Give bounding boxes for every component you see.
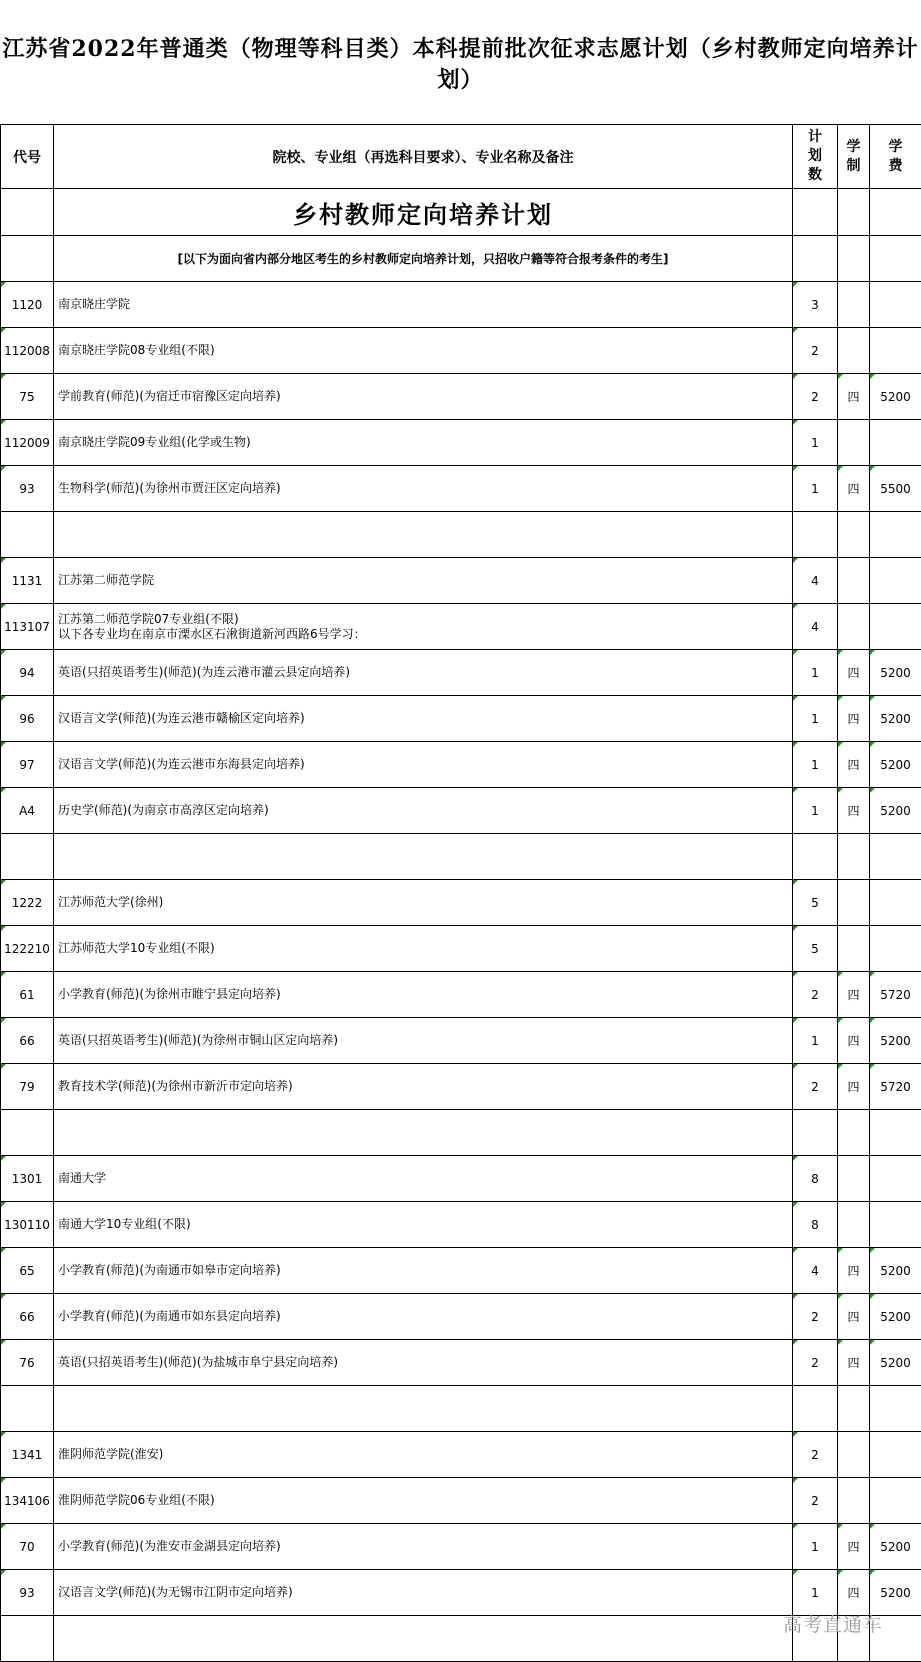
row-count: 5 xyxy=(793,926,838,972)
row-years xyxy=(838,328,870,374)
row-name-text: 英语(只招英语考生)(师范)(为盐城市阜宁县定向培养) xyxy=(58,1355,338,1369)
row-code: 112009 xyxy=(1,420,54,466)
row-code: 61 xyxy=(1,972,54,1018)
row-count xyxy=(793,1386,838,1432)
row-count: 1 xyxy=(793,742,838,788)
row-code xyxy=(1,512,54,558)
row-count: 8 xyxy=(793,1156,838,1202)
row-name-text: 淮阴师范学院(淮安) xyxy=(58,1447,163,1461)
row-years xyxy=(838,1110,870,1156)
row-count: 4 xyxy=(793,558,838,604)
row-code: 96 xyxy=(1,696,54,742)
table-row xyxy=(1,834,921,880)
row-years xyxy=(838,1478,870,1524)
row-name xyxy=(54,880,793,926)
row-name-text: 南京晓庄学院 xyxy=(58,297,130,311)
row-name xyxy=(54,374,793,420)
row-code xyxy=(1,1616,54,1662)
header-years: 学 制 xyxy=(838,125,870,189)
row-name xyxy=(54,282,793,328)
row-fee xyxy=(870,604,921,650)
row-code: 1222 xyxy=(1,880,54,926)
row-years: 四 xyxy=(838,742,870,788)
row-code: 122210 xyxy=(1,926,54,972)
row-fee xyxy=(870,512,921,558)
row-code xyxy=(1,1386,54,1432)
row-count: 1 xyxy=(793,696,838,742)
table-row xyxy=(1,650,921,696)
row-count: 1 xyxy=(793,650,838,696)
table-row xyxy=(1,1524,921,1570)
row-years xyxy=(838,558,870,604)
row-name-text: 江苏师范大学(徐州) xyxy=(58,895,163,909)
row-years: 四 xyxy=(838,972,870,1018)
row-years xyxy=(838,604,870,650)
row-code: 1131 xyxy=(1,558,54,604)
table-row xyxy=(1,1294,921,1340)
row-code: 112008 xyxy=(1,328,54,374)
row-count: 1 xyxy=(793,420,838,466)
notice-empty-cell xyxy=(838,236,870,282)
row-code: 113107 xyxy=(1,604,54,650)
row-code: 1341 xyxy=(1,1432,54,1478)
row-fee xyxy=(870,1202,921,1248)
table-row xyxy=(1,1478,921,1524)
row-code: 134106 xyxy=(1,1478,54,1524)
plan-table xyxy=(0,124,921,1662)
row-fee xyxy=(870,1156,921,1202)
row-code xyxy=(1,834,54,880)
row-years: 四 xyxy=(838,1294,870,1340)
row-code: 1301 xyxy=(1,1156,54,1202)
notice-row xyxy=(1,236,921,282)
row-name-text: 江苏师范大学10专业组(不限) xyxy=(58,941,215,955)
row-name xyxy=(54,1018,793,1064)
row-name xyxy=(54,1524,793,1570)
table-row xyxy=(1,1248,921,1294)
table-row xyxy=(1,374,921,420)
row-code: 76 xyxy=(1,1340,54,1386)
row-name-text: 学前教育(师范)(为宿迁市宿豫区定向培养) xyxy=(58,389,281,403)
row-name-text: 江苏第二师范学院 xyxy=(58,573,154,587)
table-row xyxy=(1,1386,921,1432)
row-fee xyxy=(870,1478,921,1524)
row-fee xyxy=(870,880,921,926)
row-code: 93 xyxy=(1,1570,54,1616)
row-code: 79 xyxy=(1,1064,54,1110)
row-name xyxy=(54,1432,793,1478)
table-row xyxy=(1,696,921,742)
section-title: 乡村教师定向培养计划 xyxy=(54,189,793,236)
row-fee: 5200 xyxy=(870,1570,921,1616)
row-years xyxy=(838,1386,870,1432)
row-fee xyxy=(870,1432,921,1478)
header-code: 代号 xyxy=(1,125,54,189)
row-name-text: 小学教育(师范)(为淮安市金湖县定向培养) xyxy=(58,1539,281,1553)
row-name-text: 英语(只招英语考生)(师范)(为徐州市铜山区定向培养) xyxy=(58,1033,338,1047)
table-row xyxy=(1,880,921,926)
row-fee: 5500 xyxy=(870,466,921,512)
row-name-text: 南通大学10专业组(不限) xyxy=(58,1217,191,1231)
row-fee xyxy=(870,834,921,880)
row-years: 四 xyxy=(838,374,870,420)
table-row xyxy=(1,512,921,558)
table-row xyxy=(1,604,921,650)
notice-code-cell xyxy=(1,236,54,282)
section-empty-cell xyxy=(838,189,870,236)
row-name-text: 汉语言文学(师范)(为连云港市赣榆区定向培养) xyxy=(58,711,305,725)
row-years: 四 xyxy=(838,1570,870,1616)
row-code: 75 xyxy=(1,374,54,420)
notice-empty-cell xyxy=(870,236,921,282)
row-fee xyxy=(870,926,921,972)
row-count: 3 xyxy=(793,282,838,328)
table-row xyxy=(1,328,921,374)
section-code-cell xyxy=(1,189,54,236)
row-count: 5 xyxy=(793,880,838,926)
row-code: 66 xyxy=(1,1018,54,1064)
row-name xyxy=(54,1064,793,1110)
row-fee xyxy=(870,282,921,328)
row-fee: 5200 xyxy=(870,1018,921,1064)
row-name-text: 汉语言文学(师范)(为无锡市江阴市定向培养) xyxy=(58,1585,293,1599)
section-row xyxy=(1,189,921,236)
row-name-text: 教育技术学(师范)(为徐州市新沂市定向培养) xyxy=(58,1079,293,1093)
row-years: 四 xyxy=(838,788,870,834)
row-name xyxy=(54,558,793,604)
row-name xyxy=(54,1156,793,1202)
row-name xyxy=(54,1294,793,1340)
row-fee: 5200 xyxy=(870,1248,921,1294)
row-fee xyxy=(870,1110,921,1156)
row-count: 1 xyxy=(793,466,838,512)
row-years: 四 xyxy=(838,466,870,512)
row-name-text: 英语(只招英语考生)(师范)(为连云港市灌云县定向培养) xyxy=(58,665,350,679)
row-name-text: 淮阴师范学院06专业组(不限) xyxy=(58,1493,215,1507)
table-row xyxy=(1,972,921,1018)
table-row xyxy=(1,420,921,466)
table-row xyxy=(1,1340,921,1386)
row-name xyxy=(54,834,793,880)
row-name xyxy=(54,788,793,834)
row-years xyxy=(838,880,870,926)
row-name xyxy=(54,1386,793,1432)
header-count: 计 划 数 xyxy=(793,125,838,189)
row-name-text: 生物科学(师范)(为徐州市贾汪区定向培养) xyxy=(58,481,281,495)
row-name xyxy=(54,328,793,374)
row-years: 四 xyxy=(838,1248,870,1294)
row-code: 66 xyxy=(1,1294,54,1340)
table-row xyxy=(1,1202,921,1248)
row-fee: 5200 xyxy=(870,374,921,420)
row-name xyxy=(54,1478,793,1524)
row-count: 2 xyxy=(793,328,838,374)
row-name-note: 以下各专业均在南京市溧水区石湫街道新河西路6号学习： xyxy=(58,627,366,641)
notice-empty-cell xyxy=(793,236,838,282)
row-name-text: 历史学(师范)(为南京市高淳区定向培养) xyxy=(58,803,269,817)
table-row xyxy=(1,1570,921,1616)
row-code: 1120 xyxy=(1,282,54,328)
row-count: 1 xyxy=(793,1018,838,1064)
header-fee: 学 费 xyxy=(870,125,921,189)
row-name xyxy=(54,1202,793,1248)
row-fee xyxy=(870,420,921,466)
table-row xyxy=(1,282,921,328)
row-name-text: 江苏第二师范学院07专业组(不限) xyxy=(58,612,239,626)
row-fee: 5200 xyxy=(870,1294,921,1340)
row-name xyxy=(54,650,793,696)
header-name: 院校、专业组（再选科目要求）、专业名称及备注 xyxy=(54,125,793,189)
row-fee: 5200 xyxy=(870,696,921,742)
table-header xyxy=(1,125,921,189)
row-name xyxy=(54,604,793,650)
table-row xyxy=(1,1064,921,1110)
row-fee: 5200 xyxy=(870,742,921,788)
section-empty-cell xyxy=(793,189,838,236)
row-code: A4 xyxy=(1,788,54,834)
row-name xyxy=(54,1616,793,1662)
row-count: 2 xyxy=(793,374,838,420)
notice-text: [以下为面向省内部分地区考生的乡村教师定向培养计划，只招收户籍等符合报考条件的考生] xyxy=(54,236,793,282)
row-years: 四 xyxy=(838,696,870,742)
row-name-text: 南京晓庄学院09专业组(化学或生物) xyxy=(58,435,251,449)
table-row xyxy=(1,926,921,972)
row-name-text: 小学教育(师范)(为南通市如东县定向培养) xyxy=(58,1309,281,1323)
row-years: 四 xyxy=(838,1018,870,1064)
table-row xyxy=(1,788,921,834)
row-fee: 5720 xyxy=(870,1064,921,1110)
row-name-text: 小学教育(师范)(为徐州市睢宁县定向培养) xyxy=(58,987,281,1001)
row-fee: 5200 xyxy=(870,1340,921,1386)
row-name xyxy=(54,1248,793,1294)
table-row xyxy=(1,1432,921,1478)
row-fee: 5200 xyxy=(870,1524,921,1570)
row-code: 130110 xyxy=(1,1202,54,1248)
watermark: 高考直通车 xyxy=(783,1610,883,1637)
row-count: 2 xyxy=(793,1432,838,1478)
row-years: 四 xyxy=(838,650,870,696)
row-count: 1 xyxy=(793,788,838,834)
table-row xyxy=(1,1018,921,1064)
row-name-text: 小学教育(师范)(为南通市如皋市定向培养) xyxy=(58,1263,281,1277)
row-name xyxy=(54,466,793,512)
row-count xyxy=(793,1110,838,1156)
row-code: 70 xyxy=(1,1524,54,1570)
row-name xyxy=(54,1570,793,1616)
table-row xyxy=(1,466,921,512)
row-fee: 5200 xyxy=(870,650,921,696)
table-row xyxy=(1,558,921,604)
table-row xyxy=(1,1110,921,1156)
row-count: 1 xyxy=(793,1570,838,1616)
row-name xyxy=(54,1110,793,1156)
row-code xyxy=(1,1110,54,1156)
row-years xyxy=(838,1156,870,1202)
row-name xyxy=(54,696,793,742)
row-name xyxy=(54,420,793,466)
row-fee xyxy=(870,1386,921,1432)
row-code: 97 xyxy=(1,742,54,788)
row-count: 2 xyxy=(793,972,838,1018)
section-empty-cell xyxy=(870,189,921,236)
row-years xyxy=(838,282,870,328)
row-years xyxy=(838,926,870,972)
row-years xyxy=(838,420,870,466)
row-years xyxy=(838,512,870,558)
row-count: 2 xyxy=(793,1064,838,1110)
row-count: 2 xyxy=(793,1478,838,1524)
row-count: 4 xyxy=(793,1248,838,1294)
row-code: 93 xyxy=(1,466,54,512)
row-fee: 5200 xyxy=(870,788,921,834)
row-years: 四 xyxy=(838,1340,870,1386)
row-years xyxy=(838,1432,870,1478)
row-count: 1 xyxy=(793,1524,838,1570)
row-count: 4 xyxy=(793,604,838,650)
row-years xyxy=(838,834,870,880)
row-years xyxy=(838,1202,870,1248)
row-fee xyxy=(870,558,921,604)
row-count: 8 xyxy=(793,1202,838,1248)
row-name xyxy=(54,972,793,1018)
row-code: 65 xyxy=(1,1248,54,1294)
row-name xyxy=(54,512,793,558)
row-fee xyxy=(870,328,921,374)
row-name-text: 汉语言文学(师范)(为连云港市东海县定向培养) xyxy=(58,757,305,771)
row-name xyxy=(54,926,793,972)
row-name xyxy=(54,1340,793,1386)
row-years: 四 xyxy=(838,1524,870,1570)
row-code: 94 xyxy=(1,650,54,696)
page-title: 江苏省2022年普通类（物理等科目类）本科提前批次征求志愿计划（乡村教师定向培养计划） xyxy=(0,34,921,96)
row-fee: 5720 xyxy=(870,972,921,1018)
table-row xyxy=(1,742,921,788)
row-count: 2 xyxy=(793,1294,838,1340)
row-name-text: 南通大学 xyxy=(58,1171,106,1185)
row-years: 四 xyxy=(838,1064,870,1110)
table-row xyxy=(1,1156,921,1202)
row-count xyxy=(793,834,838,880)
row-name xyxy=(54,742,793,788)
row-count: 2 xyxy=(793,1340,838,1386)
row-name-text: 南京晓庄学院08专业组(不限) xyxy=(58,343,215,357)
row-count xyxy=(793,512,838,558)
